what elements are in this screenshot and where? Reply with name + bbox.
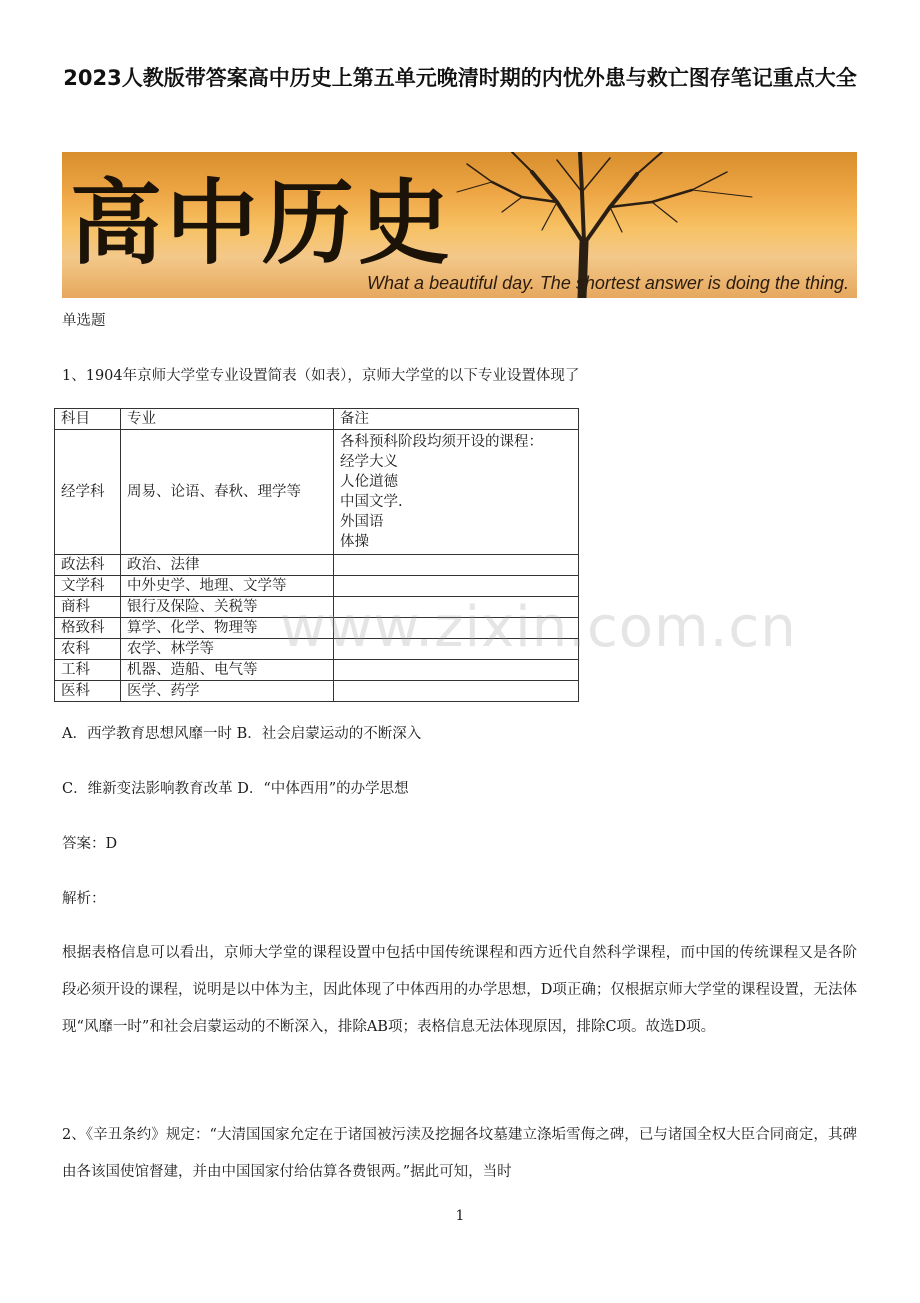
answer-text: 答案：D xyxy=(62,836,118,852)
subject-cell: 工科 xyxy=(55,660,121,681)
major-cell: 机器、造船、电气等 xyxy=(121,660,334,681)
major-cell: 银行及保险、关税等 xyxy=(121,597,334,618)
table-header-cell: 专业 xyxy=(121,409,334,430)
major-cell: 算学、化学、物理等 xyxy=(121,618,334,639)
question-1-stem: 1、1904年京师大学堂专业设置简表（如表），京师大学堂的以下专业设置体现了 xyxy=(62,368,580,384)
watermark: www.zixin.com.cn xyxy=(280,595,797,660)
note-cell xyxy=(334,430,579,555)
options-line-1: A．西学教育思想风靡一时 B．社会启蒙运动的不断深入 xyxy=(62,726,422,742)
document-title: 2023人教版带答案高中历史上第五单元晚清时期的内忧外患与救亡图存笔记重点大全 xyxy=(63,66,857,90)
table-row xyxy=(55,576,579,597)
analysis-label: 解析： xyxy=(62,891,106,907)
subject-cell: 文学科 xyxy=(55,576,121,597)
subject-cell: 商科 xyxy=(55,597,121,618)
analysis-paragraph: 根据表格信息可以看出，京师大学堂的课程设置中包括中国传统课程和西方近代自然科学课程，而中国的传统课程又是各阶段必须开设的课程，说明是以中体为主，因此体现了中体西用的办学思想，D项正确；仅根据京师大学堂的课程设置，无法体现“风靡一时”和社会启蒙运动的不断深入，排除AB项；表格信息无法体现原因，排除C项。故选D项。 xyxy=(62,945,857,1035)
note-line: 经学大义 xyxy=(340,454,398,470)
subject-cell: 经学科 xyxy=(55,430,121,555)
subject-cell: 农科 xyxy=(55,639,121,660)
table-row xyxy=(55,681,579,702)
note-line: 各科预科阶段均须开设的课程： xyxy=(340,434,543,450)
note-line: 中国文学. xyxy=(340,494,403,510)
major-cell: 医学、药学 xyxy=(121,681,334,702)
table-header-cell: 科目 xyxy=(55,409,121,430)
banner-tagline: What a beautiful day. The shortest answer is doing the thing. xyxy=(367,273,849,293)
subject-cell: 政法科 xyxy=(55,555,121,576)
note-cell xyxy=(334,576,579,597)
table-row xyxy=(55,660,579,681)
major-cell: 中外史学、地理、文学等 xyxy=(121,576,334,597)
note-line: 外国语 xyxy=(340,514,384,530)
page-number: 1 xyxy=(455,1208,465,1224)
note-line: 体操 xyxy=(340,534,369,550)
note-line: 人伦道德 xyxy=(340,474,398,490)
banner-image xyxy=(62,152,857,298)
major-cell: 农学、林学等 xyxy=(121,639,334,660)
note-cell xyxy=(334,660,579,681)
banner-title: 高中历史 xyxy=(70,169,455,277)
major-cell: 周易、论语、春秋、理学等 xyxy=(121,430,334,555)
table-header-row xyxy=(55,409,579,430)
note-cell xyxy=(334,681,579,702)
question-2-stem: 2、《辛丑条约》规定：“大清国国家允定在于诸国被污渎及挖掘各坟墓建立涤垢雪侮之碑，已与诸国全权大臣合同商定，其碑由各该国使馆督建，并由中国国家付给估算各费银两。”据此可知，当时 xyxy=(62,1127,857,1180)
table-row xyxy=(55,430,579,555)
major-cell: 政治、法律 xyxy=(121,555,334,576)
subject-cell: 医科 xyxy=(55,681,121,702)
options-line-2: C．维新变法影响教育改革 D．“中体西用”的办学思想 xyxy=(62,781,409,797)
table-header-cell: 备注 xyxy=(334,409,579,430)
section-heading: 单选题 xyxy=(62,313,106,329)
table-row xyxy=(55,555,579,576)
note-cell xyxy=(334,555,579,576)
subject-cell: 格致科 xyxy=(55,618,121,639)
